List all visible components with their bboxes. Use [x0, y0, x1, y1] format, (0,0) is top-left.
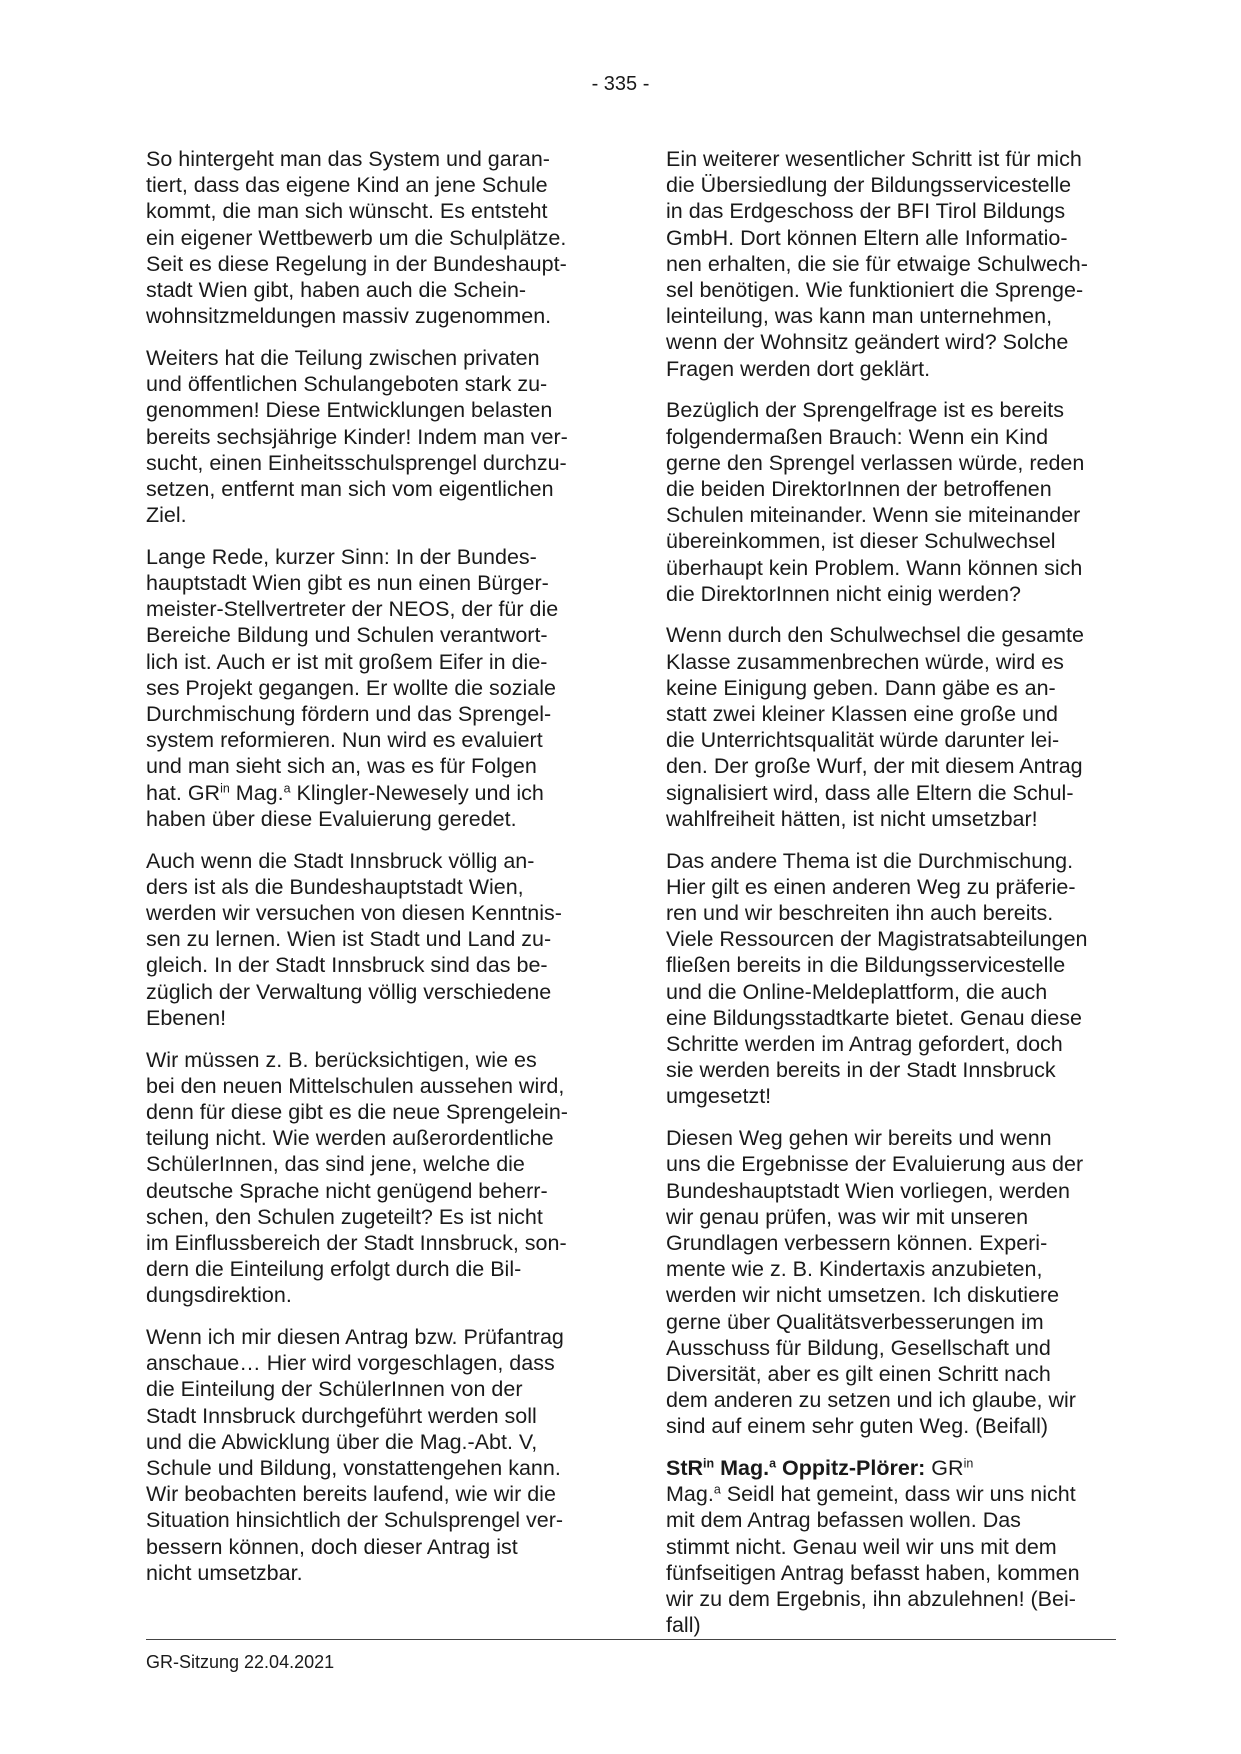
text-line: folgendermaßen Brauch: Wenn ein Kind — [666, 424, 1049, 449]
text-line: dern die Einteilung erfolgt durch die Bil- — [146, 1257, 522, 1282]
text-line: fließen bereits in die Bildungsservicestelle — [666, 953, 1066, 978]
paragraph — [666, 848, 1116, 1110]
text-line: Stadt Innsbruck durchgeführt werden soll — [146, 1403, 537, 1428]
superscript: a — [713, 1482, 721, 1497]
text-line: Weiters hat die Teilung zwischen privaten — [146, 345, 540, 370]
text-line: und öffentlichen Schulangeboten stark zu- — [146, 372, 548, 397]
page-number: - 335 - — [591, 73, 650, 95]
text-line: Bereiche Bildung und Schulen verantwort- — [146, 623, 548, 648]
text-line: sie werden bereits in der Stadt Innsbruck — [666, 1058, 1056, 1083]
paragraph — [666, 397, 1116, 607]
text-line: keine Einigung geben. Dann gäbe es an- — [666, 675, 1056, 700]
text-line: haben über diese Evaluierung geredet. — [146, 806, 517, 831]
text-line: Schule und Bildung, vonstattengehen kann. — [146, 1456, 561, 1481]
text-line: bereits sechsjährige Kinder! Indem man ver- — [146, 424, 568, 449]
text-line: Auch wenn die Stadt Innsbruck völlig an- — [146, 848, 535, 873]
superscript: in — [220, 780, 230, 795]
speaker-name — [666, 1456, 925, 1480]
paragraph — [146, 1324, 606, 1586]
footer-divider — [146, 1639, 1116, 1640]
text-line: werden wir versuchen von diesen Kenntnis- — [146, 900, 562, 925]
text-line — [666, 1481, 1116, 1507]
text-line: die Unterrichtsqualität würde darunter lei- — [666, 728, 1060, 753]
text-line: die beiden DirektorInnen der betroffenen — [666, 476, 1052, 501]
text-line: Seit es diese Regelung in der Bundeshaupt- — [146, 251, 567, 276]
text-segment: Mag. — [666, 1482, 714, 1507]
text-line: Ein weiterer wesentlicher Schritt ist für mich — [666, 147, 1082, 171]
text-line: uns die Ergebnisse der Evaluierung aus der — [666, 1152, 1084, 1177]
text-line: wenn der Wohnsitz geändert wird? Solche — [666, 330, 1069, 355]
text-segment: Mag. — [714, 1456, 770, 1481]
text-line: denn für diese gibt es die neue Sprengelein- — [146, 1099, 568, 1124]
text-line: Ebenen! — [146, 1005, 227, 1030]
text-line: Viele Ressourcen der Magistratsabteilungen — [666, 927, 1088, 952]
paragraph — [666, 1125, 1116, 1439]
paragraph — [146, 146, 606, 329]
text-line — [666, 1455, 1116, 1481]
right-column — [666, 146, 1116, 1654]
text-line: sind auf einem sehr guten Weg. (Beifall) — [666, 1414, 1049, 1439]
paragraph — [146, 345, 606, 528]
text-segment: Mag. — [229, 780, 284, 805]
text-line: stadt Wien gibt, haben auch die Schein- — [146, 278, 527, 303]
text-line: mit dem Antrag befassen wollen. Das — [666, 1508, 1021, 1533]
text-line: nen erhalten, die sie für etwaige Schulwech- — [666, 251, 1088, 276]
text-line: Wenn ich mir diesen Antrag bzw. Prüfantrag — [146, 1325, 564, 1350]
text-line: sen zu lernen. Wien ist Stadt und Land zu- — [146, 927, 552, 952]
text-segment: Seidl hat gemeint, dass wir uns nicht — [720, 1482, 1076, 1507]
text-line: gleich. In der Stadt Innsbruck sind das be- — [146, 953, 548, 978]
text-line: wir zu dem Ergebnis, ihn abzulehnen! (Bei- — [666, 1587, 1076, 1612]
text-line: Diversität, aber es gilt einen Schritt nach — [666, 1361, 1051, 1386]
text-line: Diesen Weg gehen wir bereits und wenn — [666, 1126, 1052, 1151]
text-line: züglich der Verwaltung völlig verschiedene — [146, 979, 552, 1004]
text-line: Grundlagen verbessern können. Experi- — [666, 1230, 1048, 1255]
text-line: Das andere Thema ist die Durchmischung. — [666, 848, 1074, 873]
text-segment: Klingler-Newesely und ich — [290, 780, 544, 805]
text-segment: GR — [925, 1456, 964, 1481]
text-line: sel benötigen. Wie funktioniert die Sprenge- — [666, 278, 1084, 303]
text-line: genommen! Diese Entwicklungen belasten — [146, 398, 553, 423]
text-line: überhaupt kein Problem. Wann können sich — [666, 555, 1083, 580]
text-line: bessern können, doch dieser Antrag ist — [146, 1534, 518, 1559]
speech-paragraph — [666, 1455, 1116, 1638]
text-line: ren und wir beschreiten ihn auch bereits. — [666, 900, 1054, 925]
text-line: fünfseitigen Antrag befasst haben, kommen — [666, 1560, 1080, 1585]
text-line: die DirektorInnen nicht einig werden? — [666, 581, 1021, 606]
text-line: Klasse zusammenbrechen würde, wird es — [666, 649, 1064, 674]
text-line: die Übersiedlung der Bildungsservicestelle — [666, 173, 1072, 198]
text-line: nicht umsetzbar. — [146, 1560, 303, 1585]
text-segment: hat. GR — [146, 780, 221, 805]
text-line: wahlfreiheit hätten, ist nicht umsetzbar! — [666, 806, 1038, 831]
text-line: Ausschuss für Bildung, Gesellschaft und — [666, 1335, 1051, 1360]
text-line: gerne über Qualitätsverbesserungen im — [666, 1309, 1044, 1334]
left-column — [146, 146, 606, 1602]
text-line: Bezüglich der Sprengelfrage ist es bereits — [666, 398, 1064, 423]
text-line: kommt, die man sich wünscht. Es entsteht — [146, 199, 548, 224]
text-line: Fragen werden dort geklärt. — [666, 356, 931, 381]
text-line: wir genau prüfen, was wir mit unseren — [666, 1204, 1029, 1229]
text-line: umgesetzt! — [666, 1084, 772, 1109]
text-line: teilung nicht. Wie werden außerordentliche — [146, 1126, 554, 1151]
text-line: und die Abwicklung über die Mag.-Abt. V, — [146, 1429, 538, 1454]
text-line: gerne den Sprengel verlassen würde, reden — [666, 450, 1085, 475]
text-line: dem anderen zu setzen und ich glaube, wir — [666, 1388, 1076, 1413]
text-segment: Oppitz-Plörer: — [776, 1456, 926, 1481]
text-line: eine Bildungsstadtkarte bietet. Genau diese — [666, 1005, 1082, 1030]
text-line: anschaue… Hier wird vorgeschlagen, dass — [146, 1351, 555, 1376]
text-line — [146, 780, 606, 806]
text-line: mente wie z. B. Kindertaxis anzubieten, — [666, 1257, 1043, 1282]
text-line: stimmt nicht. Genau weil wir uns mit dem — [666, 1534, 1057, 1559]
text-line: Schulen miteinander. Wenn sie miteinander — [666, 503, 1081, 528]
text-line: dungsdirektion. — [146, 1283, 292, 1308]
text-line: werden wir nicht umsetzen. Ich diskutiere — [666, 1283, 1060, 1308]
text-line: Lange Rede, kurzer Sinn: In der Bundes- — [146, 544, 537, 569]
text-segment: StR — [666, 1456, 704, 1481]
text-line: Wenn durch den Schulwechsel die gesamte — [666, 623, 1084, 648]
superscript: a — [283, 780, 291, 795]
paragraph — [146, 848, 606, 1031]
text-line: ses Projekt gegangen. Er wollte die soziale — [146, 675, 556, 700]
text-line: ein eigener Wettbewerb um die Schulplätze. — [146, 225, 567, 250]
text-line: Schritte werden im Antrag gefordert, doch — [666, 1032, 1063, 1056]
text-line: fall) — [666, 1613, 701, 1638]
text-line: setzen, entfernt man sich vom eigentlichen — [146, 476, 554, 501]
text-line: GmbH. Dort können Eltern alle Informatio- — [666, 225, 1068, 250]
text-line: leinteilung, was kann man unternehmen, — [666, 304, 1053, 329]
text-line: den. Der große Wurf, der mit diesem Antrag — [666, 754, 1083, 779]
text-line: Wir beobachten bereits laufend, wie wir die — [146, 1482, 556, 1507]
superscript: a — [769, 1456, 777, 1471]
text-line: lich ist. Auch er ist mit großem Eifer in die- — [146, 649, 548, 674]
text-line: sucht, einen Einheitsschulsprengel durchzu- — [146, 450, 567, 475]
text-line: statt zwei kleiner Klassen eine große und — [666, 702, 1058, 727]
text-line: Ziel. — [146, 503, 187, 528]
text-line: die Einteilung der SchülerInnen von der — [146, 1377, 523, 1402]
text-line: tiert, dass das eigene Kind an jene Schule — [146, 173, 548, 198]
text-line: Bundeshauptstadt Wien vorliegen, werden — [666, 1178, 1070, 1203]
text-line: system reformieren. Nun wird es evaluiert — [146, 728, 543, 753]
text-line: im Einflussbereich der Stadt Innsbruck, son- — [146, 1230, 567, 1255]
paragraph — [666, 146, 1116, 382]
footer-session-date: GR-Sitzung 22.04.2021 — [146, 1652, 335, 1672]
superscript: in — [703, 1456, 715, 1471]
text-line: übereinkommen, ist dieser Schulwechsel — [666, 529, 1056, 554]
text-line: Wir müssen z. B. berücksichtigen, wie es — [146, 1047, 537, 1072]
paragraph — [666, 622, 1116, 832]
paragraph — [146, 1047, 606, 1309]
text-line: SchülerInnen, das sind jene, welche die — [146, 1152, 525, 1177]
text-line: hauptstadt Wien gibt es nun einen Bürger- — [146, 571, 549, 596]
text-line: und die Online-Meldeplattform, die auch — [666, 979, 1048, 1004]
text-line: bei den neuen Mittelschulen aussehen wird, — [146, 1073, 565, 1098]
text-line: Hier gilt es einen anderen Weg zu präferie- — [666, 874, 1076, 899]
text-line: So hintergeht man das System und garan- — [146, 147, 550, 171]
superscript: in — [963, 1456, 974, 1471]
text-line: ders ist als die Bundeshauptstadt Wien, — [146, 874, 524, 899]
paragraph — [146, 544, 606, 832]
text-line: in das Erdgeschoss der BFI Tirol Bildungs — [666, 199, 1066, 224]
text-line: wohnsitzmeldungen massiv zugenommen. — [146, 304, 552, 329]
text-line: und man sieht sich an, was es für Folgen — [146, 754, 537, 779]
text-line: schen, den Schulen zugeteilt? Es ist nicht — [146, 1204, 543, 1229]
text-line: meister-Stellvertreter der NEOS, der für die — [146, 597, 559, 622]
text-line: Durchmischung fördern und das Sprengel- — [146, 702, 552, 727]
text-line: Situation hinsichtlich der Schulsprengel ver- — [146, 1508, 564, 1533]
text-line: deutsche Sprache nicht genügend beherr- — [146, 1178, 548, 1203]
text-line: signalisiert wird, dass alle Eltern die Schul- — [666, 780, 1074, 805]
